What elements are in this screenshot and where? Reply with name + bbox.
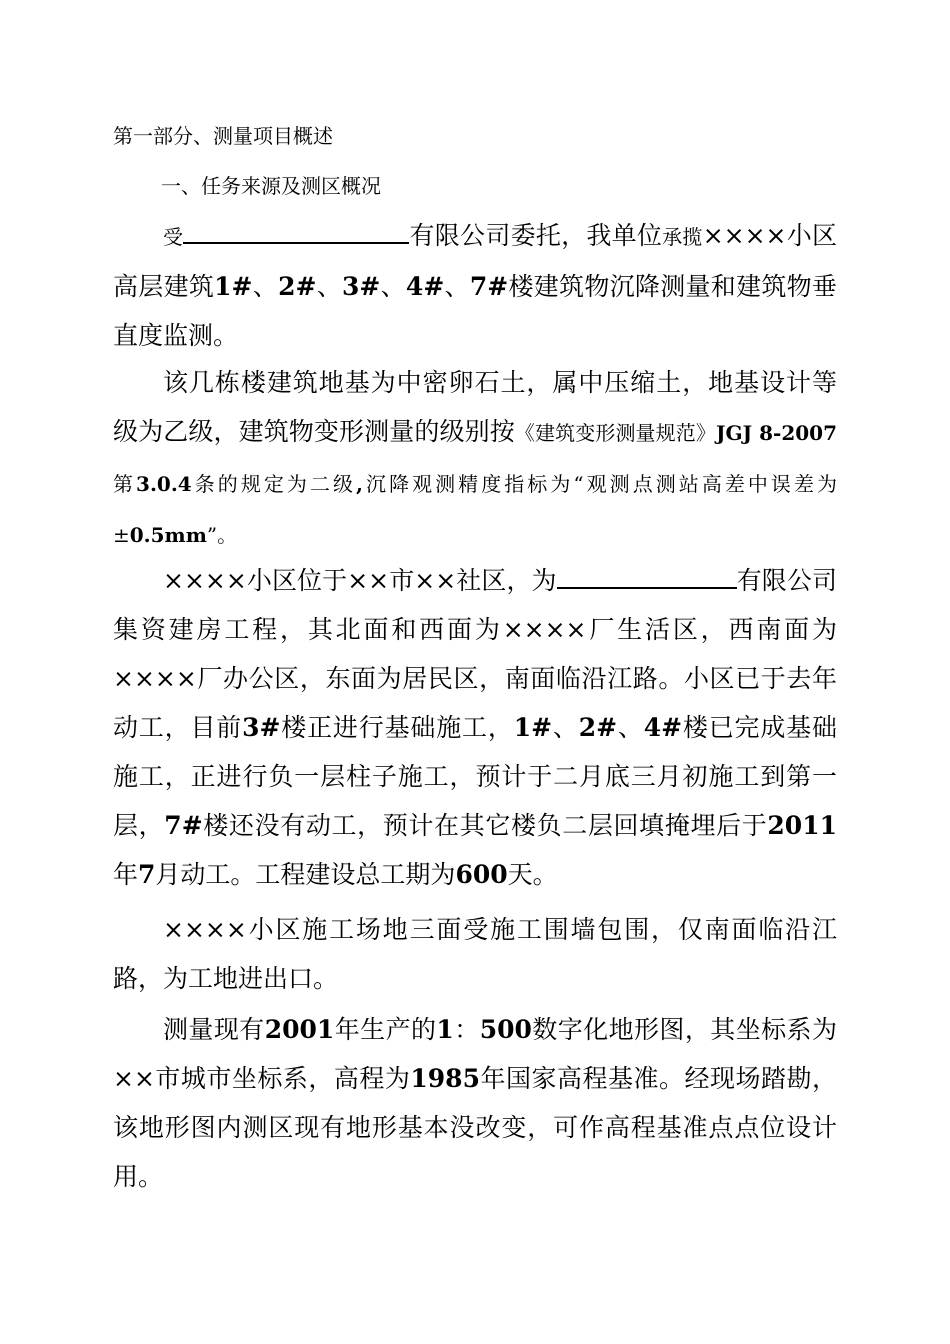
section-title: 第一部分、测量项目概述 — [113, 124, 333, 148]
paragraph-foundation: 该几栋楼建筑地基为中密卵石土，属中压缩土，地基设计等级为乙级，建筑物变形测量的级别按《建筑变形测量规范》JGJ 8-2007第3.0.4条的规定为二级,沉降观测精度指标为“观测点测站高差中误差为±0.5mm”。 — [113, 368, 838, 547]
paragraph-site-overview: ××××小区位于××市××社区，为 有限公司集资建房工程，其北面和西面为××××厂生活区，西南面为××××厂办公区，东面为居民区，南面临沿江路。小区已于去年动工，目前3#楼正进行基础施工，1#、2#、4#楼已完成基础施工，正进行负一层柱子施工，预计于二月底三月初施工到第一层，7#楼还没有动工，预计在其它楼负二层回填掩埋后于2011年7月动工。工程建设总工期为600天。 — [113, 556, 837, 899]
blank-developer-name — [557, 563, 737, 589]
paragraph-topographic-map: 测量现有2001年生产的1：500数字化地形图，其坐标系为××市城市坐标系，高程为1985年国家高程基准。经现场踏勘，该地形图内测区现有地形基本没改变，可作高程基准点点位设计用。 — [113, 1015, 837, 1191]
blank-company-name — [183, 218, 409, 244]
subsection-title: 一、任务来源及测区概况 — [161, 174, 381, 198]
paragraph-task-source: 受 有限公司委托，我单位承揽××××小区高层建筑1#、2#、3#、4#、7#楼建筑物沉降测量和建筑物垂直度监测。 — [113, 211, 837, 360]
paragraph-site-enclosure: ××××小区施工场地三面受施工围墙包围，仅南面临沿江路，为工地进出口。 — [113, 915, 837, 993]
